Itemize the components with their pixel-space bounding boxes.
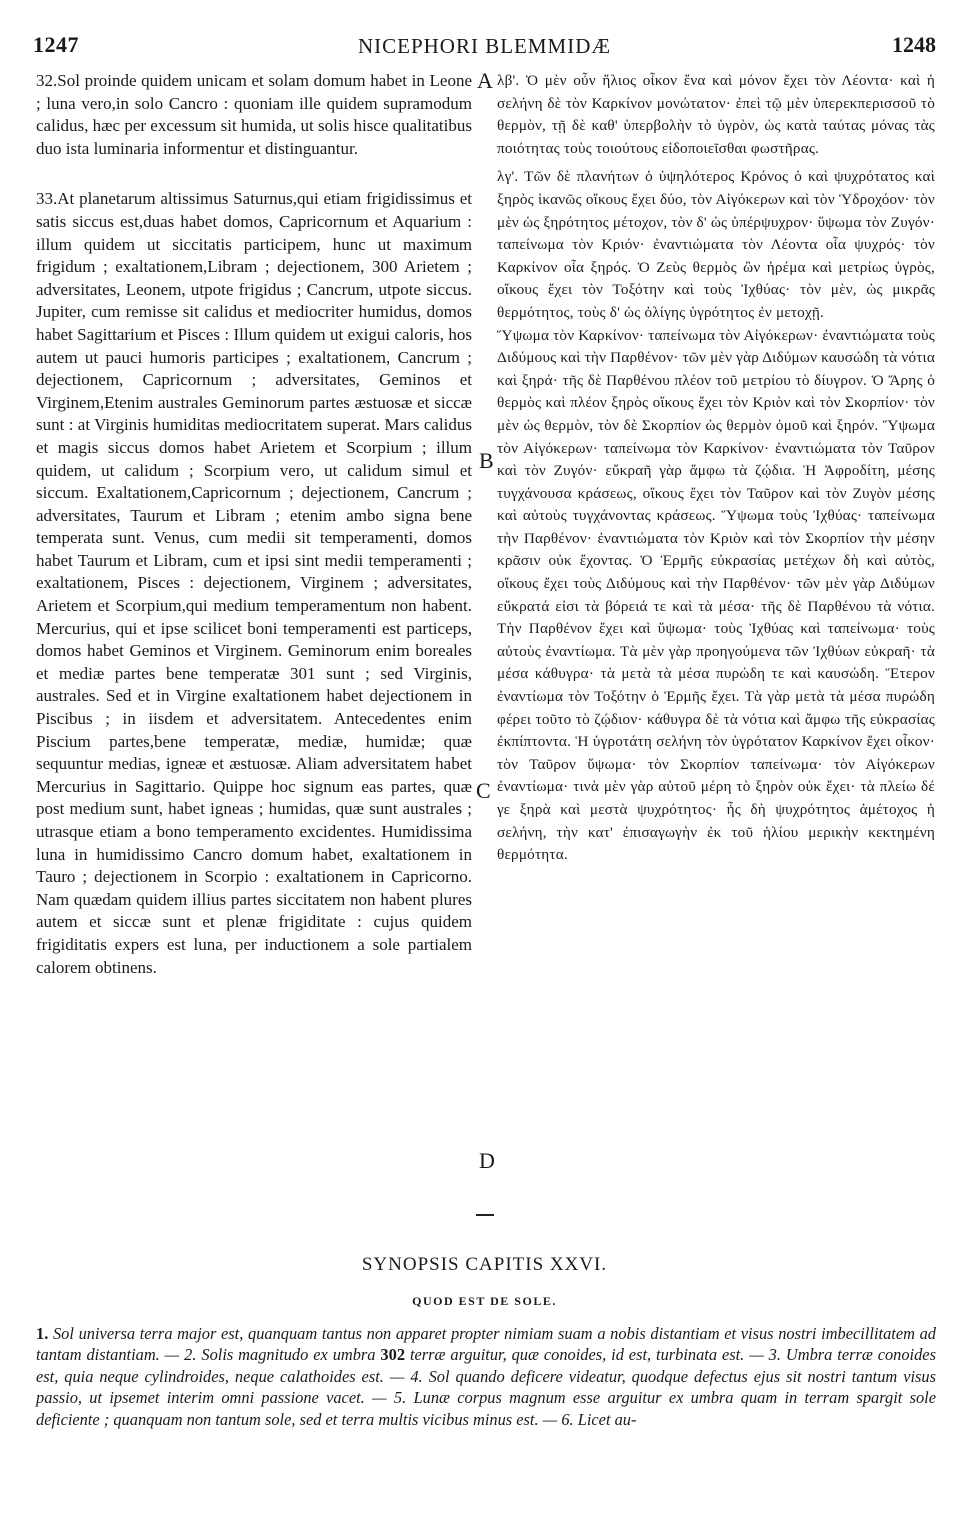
column-reference-number: 302: [380, 1345, 406, 1365]
synopsis-text-1: Sol universa terra major est, quanquam tantus non apparet propter nimiam suam a nobis distantiam et visus nostri imbecillitatem ad tantam distantiam. — 2. Solis magnitudo ex umbra: [36, 1324, 936, 1365]
margin-marker-b: B: [479, 448, 494, 473]
synopsis-title: SYNOPSIS CAPITIS XXVI.: [361, 1254, 608, 1275]
greek-paragraph-33-part-1: λγ'. Τῶν δὲ πλανήτων ὁ ὑψηλότερος Κρόνος ὁ καὶ ψυχρότατος καὶ ξηρὸς ἱκανῶς οἴκους ἔχει δύο, τὸν Αἰγόκερων καὶ τὸν Ὑδροχόον· τὸν μὲν ὡς ξηρότητος μέτοχον, τὸν δ' ὡς ὑπέρψυχρον· ὕψωμα τὸν Ζυγόν· ταπείνωμα τὸν Κριόν· ἐναντιώματα τὸν Λέοντα οἷα ψυχρός· τὸν Καρκίνον οἷα ξηρός. Ὁ Ζεὺς θερμὸς ὢν ἠρέμα καὶ μετρίως ὑγρὸς, οἴκους ἔχει τὸν Τοξότην καὶ τοὺς Ἰχθύας· τὸν μὲν, ὡς μικρᾶς θερμότητος, τοὺς δ' ὡς ὀλίγης ὑγρότητος ἐν μετοχῇ.: [497, 168, 935, 321]
latin-paragraph-33: 33.At planetarum altissimus Saturnus,qui etiam frigidissimus et satis siccus est,duas habet domos, Capricornum et Aquarium : illum quidem ut siccitatis participem, hunc ut maximum frigidum ; exaltationem,Libram ; dejectionem, 300 Arietem ; adversitates, Leonem, utpote frigidus ; Cancrum, utpote siccus. Jupiter, cum remisse sit calidus et mediocriter humidus, domos habet Sagittarium et Pisces : Illum quidem ut exigui caloris, hos autem ut pauci humoris participes ; exaltationem, Cancrum ; dejectionem, Capricornum ; adversitates, Geminos et Virginem,Etenim australes Geminorum partes æstuosæ et siccæ sunt : at Virginis humiditas mediocritatem superat. Mars calidus et magis siccus domos habet Arietem et Scorpium ; illum quidem, ut calidum ; Scorpium vero, ut calidum simul et siccum. Exaltationem,Capricornum ; dejectionem, Cancrum ; adversitates, Taurum et Libram ; etenim ambo signa bene temperata sunt. Venus, cum medii sit temperamenti, domos habet Taurum et Libram, cum et ipsi sint medii temperamenti ; exaltationem, Pisces : dejectionem, Virginem ; adversitates, Arietem et Scorpium,qui medium temperamentum non habent. Mercurius, qui et ipse scilicet boni temperamenti est particeps, domos habet Geminos et Virginem. Geminorum enim boreales et mediæ partes bene temperatæ 301 sunt ; sed Virginis, australes. Sed et in Virgine exaltationem habet dejectionem in Piscibus ; in iisdem et adversitatem. Antecedentes enim Piscium partes,bene temperatæ, mediæ, humidæ; quæ sequuntur medias, igneæ et æstuosæ. Aliam adversitatem habet Mercurius in Sagittario. Quippe hoc signum eas partes, quæ post medium sunt, habet igneas ; humidas, quæ sunt australes ; utrasque etiam a bono temperamento excidentes. Humidissima luna in humidissimo Cancro domum habet, exaltationem in Tauro ; dejectionem in Scorpio : exaltationem in Capricorno. Nam quædam quidem illius partes siccitatem non habent plures autem et siccæ sunt et plenæ frigiditate : cujus quidem frigiditatis expers est luna, per inductionem a sole partialem calorem obtinens.: [36, 189, 472, 977]
page-header: [33, 32, 936, 62]
greek-paragraph-32: λβ'. Ὁ μὲν οὖν ἥλιος οἶκον ἕνα καὶ μόνον ἔχει τὸν Λέοντα· καὶ ἡ σελήνη δὲ τὸν Καρκίνον μονώτατον· ἐπεὶ τῷ μὲν ὑπερεκπερισσοῦ τὸ θερμὸν, τῇ δὲ καθ' ὑπερβολὴν τὸ ὑγρὸν, ὡς κατὰ ταύτας μόνας τὰς ποιότητας τοὺς τοιούτους εἰδοποιεῖσθαι φωστῆρας.: [497, 72, 935, 157]
section-separator: [476, 1214, 494, 1216]
running-title: NICEPHORI BLEMMIDÆ: [357, 34, 612, 58]
margin-marker-a: A: [477, 68, 493, 93]
latin-column: [36, 70, 472, 1007]
margin-marker-d: D: [479, 1148, 495, 1173]
synopsis-text-2: terræ arguitur, quæ conoides, id est, turbinata est. — 3. Umbra terræ conoides est, quia neque cylindroides, neque calathoides est. — 4. Sol quando deficere videatur, quodque defectus ejus sit nostri tantum visus passio, ut ipsemet interim omni passione vacet. — 5. Lunæ corpus magnum esse arguitur ex umbra quam in terram spargit sole deficiente ; quanquam non tantum sole, sed et terra multis vicibus minus est. — 6. Licet au-: [36, 1345, 936, 1429]
margin-marker-c: C: [476, 778, 491, 803]
right-column-number: 1248: [892, 32, 936, 57]
synopsis-body: [36, 1323, 936, 1430]
greek-paragraph-33-part-2: Ὕψωμα τὸν Καρκίνον· ταπείνωμα τὸν Αἰγόκερων· ἐναντιώματα τοὺς Διδύμους καὶ τὴν Παρθένον· τῶν μὲν γὰρ Διδύμων καυσώδη τὰ νότια καὶ ξηρά· τῆς δὲ Παρθένου πλέον τοῦ μετρίου τὸ δίυγρον. Ὁ Ἄρης ὁ θερμὸς καὶ πλέον ξηρὸς οἴκους ἔχει τὸν Κριὸν καὶ τὸν Σκορπίον· τὸν μὲν ὡς θερμὸν, τὸν δὲ Σκορπίον ὡς θερμὸν ὁμοῦ καὶ ξηρόν. Ὕψωμα τὸν Αἰγόκερων· ταπείνωμα τὸν Καρκίνον· ἐναντιώματα τὸν Ταῦρον καὶ τὸν Ζυγόν· εὔκραῆ γὰρ ἄμφω τὰ ζῴδια. Ἡ Ἀφροδίτη, μέσης τυγχάνουσα κράσεως, οἴκους ἔχει τὸν Ταῦρον καὶ τὸν Ζυγὸν μέσης καὶ αὐτοὺς τυγχάνοντας κράσεως. Ὕψωμα τοὺς Ἰχθύας· ταπείνωμα τὴν Παρθένον· ἐναντιώματα τὸν Κριὸν καὶ τὸν Σκορπίον τὴν μέσην κρᾶσιν οὐκ ἔχοντας. Ὁ Ἑρμῆς εὐκρασίας μετέχων δὴ καὶ αὐτὸς, οἴκους ἔχει τοὺς Διδύμους καὶ τὴν Παρθένον· τῶν μὲν γὰρ Διδύμων εὔκρατά εἰσι τὰ βόρειά τε καὶ τὰ μέσα· τῆς δὲ Παρθένου τὰ νότια. Τὴν Παρθένον ἔχει καὶ ὕψωμα· τοὺς Ἰχθύας καὶ ταπείνωμα· τοὺς αὐτοὺς ἐναντίωμα. Τὰ μὲν γὰρ προηγούμενα τῶν Ἰχθύων εὐκραῆ· τὰ μέσα κάθυγρα· τὰ μετὰ τὰ μέσα πυρώδη τε καὶ καυσώδη. Ἕτερον ἐναντίωμα τὸν Τοξότην ὁ Ἑρμῆς ἔχει. Τὰ γὰρ μετὰ τὰ μέσα πυρώδη φέρει τοῦτο τὸ ζῴδιον· κάθυγρα δὲ τὰ νότια καὶ ἄμφω τῆς εὐκρασίας ἐκπίπτοντα. Ἡ ὑγροτάτη σελήνη τὸν ὑγρότατον Καρκίνον ἔχει οἶκον· τὸν Ταῦρον ὕψωμα· τὸν Σκορπίον ταπείνωμα· τὸν Αἰγόκερων ἐναντίωμα· τινὰ μὲν γὰρ αὐτοῦ μέρη τὸ ξηρὸν οὐκ ἔχει· τὰ πλείω δέ γε ξηρὰ καὶ μεστὰ ψυχρότητος· ἧς δὴ ψυχρότητος ἀμέτοχος ἡ σελήνη, τὴν κατ' ἐπισαγωγὴν ἐκ τοῦ ἡλίου μερικὴν κεκτημένη θερμότητα.: [497, 326, 935, 864]
greek-column: [497, 70, 935, 867]
synopsis-item-number: 1.: [36, 1324, 49, 1343]
left-column-number: 1247: [33, 32, 79, 57]
latin-paragraph-32: 32.Sol proinde quidem unicam et solam domum habet in Leone ; luna vero,in solo Cancro : quoniam ille quidem supramodum calidus, hæc per excessum sit humida, ut solis hisce qualitatibus duo ista luminaria informentur et distinguantur.: [36, 71, 472, 158]
synopsis-subtitle: QUOD EST DE SOLE.: [412, 1294, 557, 1308]
